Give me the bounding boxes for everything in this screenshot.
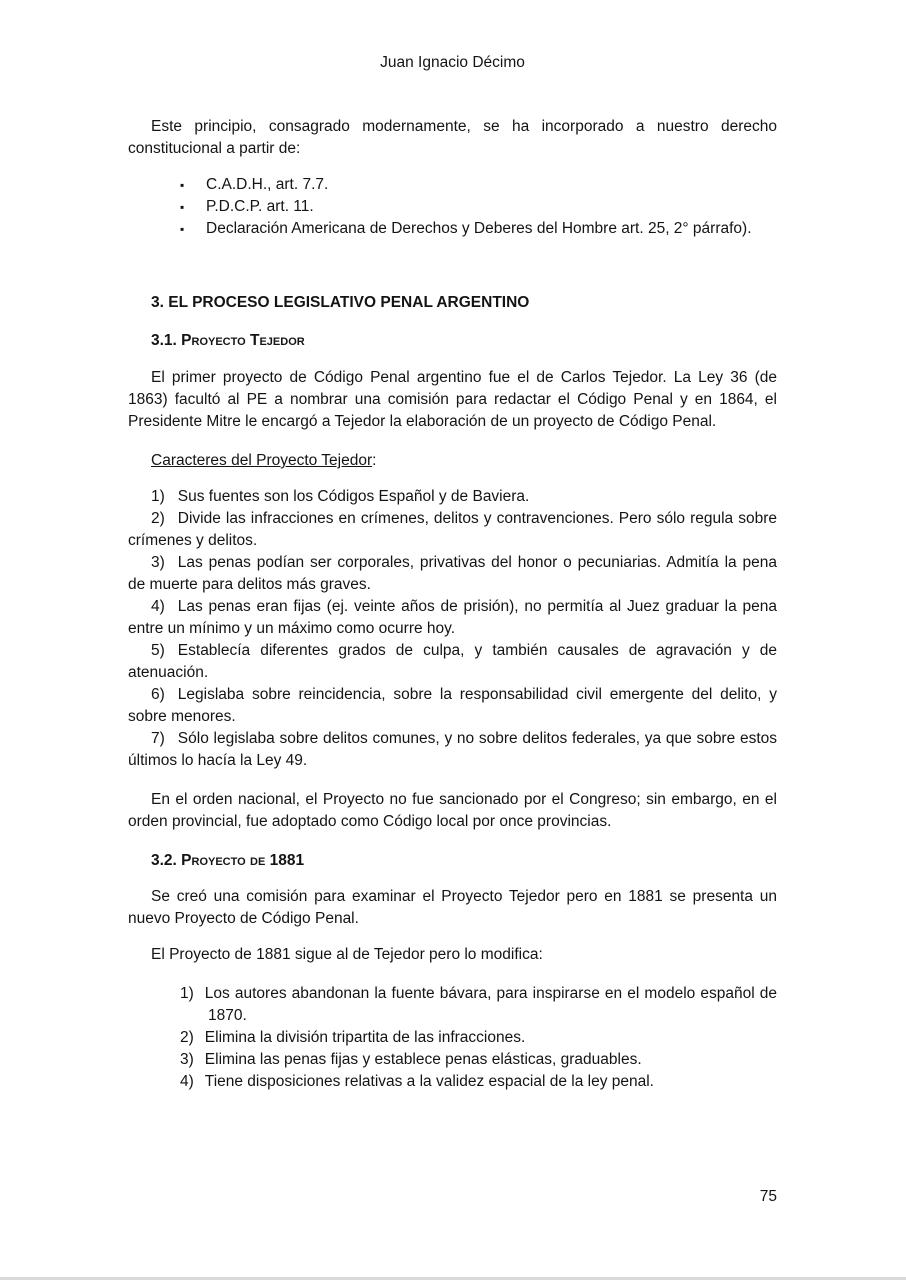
- list-item: [128, 508, 777, 552]
- list-item-number: 7): [151, 730, 165, 747]
- list-item: [180, 218, 777, 240]
- bullet-list: [128, 174, 777, 240]
- caracteres-label: Caracteres del Proyecto Tejedor: [151, 452, 373, 469]
- list-item: [128, 728, 777, 772]
- list-item-number: 3): [151, 554, 165, 571]
- proyecto-1881-modifications-list: [128, 983, 777, 1093]
- list-item-number: 4): [151, 598, 165, 615]
- caracteres-colon: :: [372, 452, 377, 469]
- list-item-text: Las penas podían ser corporales, privativas del honor o pecuniarias. Admitía la pena de muerte para delitos más graves.: [128, 554, 777, 593]
- bullet-text: C.A.D.H., art. 7.7.: [206, 176, 329, 193]
- proyecto-1881-paragraph-2: El Proyecto de 1881 sigue al de Tejedor pero lo modifica:: [151, 946, 543, 963]
- national-order-paragraph: En el orden nacional, el Proyecto no fue sancionado por el Congreso; sin embargo, en el orden provincial, fue adoptado como Código local por once provincias.: [128, 791, 777, 830]
- list-item: [180, 174, 777, 196]
- list-item-text: Sólo legislaba sobre delitos comunes, y no sobre delitos federales, ya que sobre estos últimos lo hacía la Ley 49.: [128, 730, 777, 769]
- list-item: [180, 1027, 777, 1049]
- list-item-number: 5): [151, 642, 165, 659]
- square-bullet-icon: ▪: [180, 222, 185, 236]
- section-heading: 3. EL PROCESO LEGISLATIVO PENAL ARGENTINO: [151, 294, 530, 311]
- list-item-number: 1): [180, 985, 194, 1002]
- bullet-text: P.D.C.P. art. 11.: [206, 198, 314, 215]
- list-item: [128, 684, 777, 728]
- list-item: [128, 486, 777, 508]
- list-item: [128, 552, 777, 596]
- list-item-text: Elimina la división tripartita de las infracciones.: [204, 1029, 526, 1046]
- list-item-text: Las penas eran fijas (ej. veinte años de prisión), no permitía al Juez graduar la pena entre un mínimo y un máximo como ocurre hoy.: [128, 598, 777, 637]
- subsection-3-1-heading: 3.1. Proyecto Tejedor: [151, 332, 305, 349]
- bullet-text: Declaración Americana de Derechos y Deberes del Hombre art. 25, 2° párrafo).: [206, 220, 752, 237]
- caracteres-label-line: [128, 450, 777, 472]
- square-bullet-icon: ▪: [180, 178, 185, 192]
- tejedor-characteristics-list: [128, 486, 777, 772]
- list-item-text: Legislaba sobre reincidencia, sobre la responsabilidad civil emergente del delito, y sobre menores.: [128, 686, 777, 725]
- list-item-number: 2): [151, 510, 165, 527]
- list-item-text: Los autores abandonan la fuente bávara, para inspirarse en el modelo español de 1870.: [204, 985, 777, 1024]
- list-item: [128, 640, 777, 684]
- list-item-number: 3): [180, 1051, 194, 1068]
- list-item: [180, 1049, 777, 1071]
- list-item-text: Divide las infracciones en crímenes, delitos y contravenciones. Pero sólo regula sobre crímenes y delitos.: [128, 510, 777, 549]
- tejedor-intro-paragraph: El primer proyecto de Código Penal argentino fue el de Carlos Tejedor. La Ley 36 (de 1863) facultó al PE a nombrar una comisión para redactar el Código Penal y en 1864, el Presidente Mitre le encargó a Tejedor la elaboración de un proyecto de Código Penal.: [128, 369, 777, 430]
- intro-paragraph: Este principio, consagrado modernamente, se ha incorporado a nuestro derecho constitucional a partir de:: [128, 118, 777, 157]
- page-header-author: Juan Ignacio Décimo: [380, 54, 525, 71]
- subsection-3-2-heading: 3.2. Proyecto de 1881: [151, 852, 305, 869]
- list-item-number: 2): [180, 1029, 194, 1046]
- list-item: [180, 1071, 777, 1093]
- list-item-text: Establecía diferentes grados de culpa, y también causales de agravación y de atenuación.: [128, 642, 777, 681]
- square-bullet-icon: ▪: [180, 200, 185, 214]
- list-item-text: Tiene disposiciones relativas a la validez espacial de la ley penal.: [204, 1073, 654, 1090]
- proyecto-1881-paragraph-1: Se creó una comisión para examinar el Proyecto Tejedor pero en 1881 se presenta un nuevo Proyecto de Código Penal.: [128, 888, 777, 927]
- list-item-text: Elimina las penas fijas y establece penas elásticas, graduables.: [204, 1051, 642, 1068]
- page-number: 75: [759, 1188, 777, 1205]
- list-item: [180, 196, 777, 218]
- list-item-number: 4): [180, 1073, 194, 1090]
- list-item: [180, 983, 777, 1027]
- list-item: [128, 596, 777, 640]
- list-item-number: 1): [151, 488, 165, 505]
- list-item-text: Sus fuentes son los Códigos Español y de Baviera.: [177, 488, 530, 505]
- list-item-number: 6): [151, 686, 165, 703]
